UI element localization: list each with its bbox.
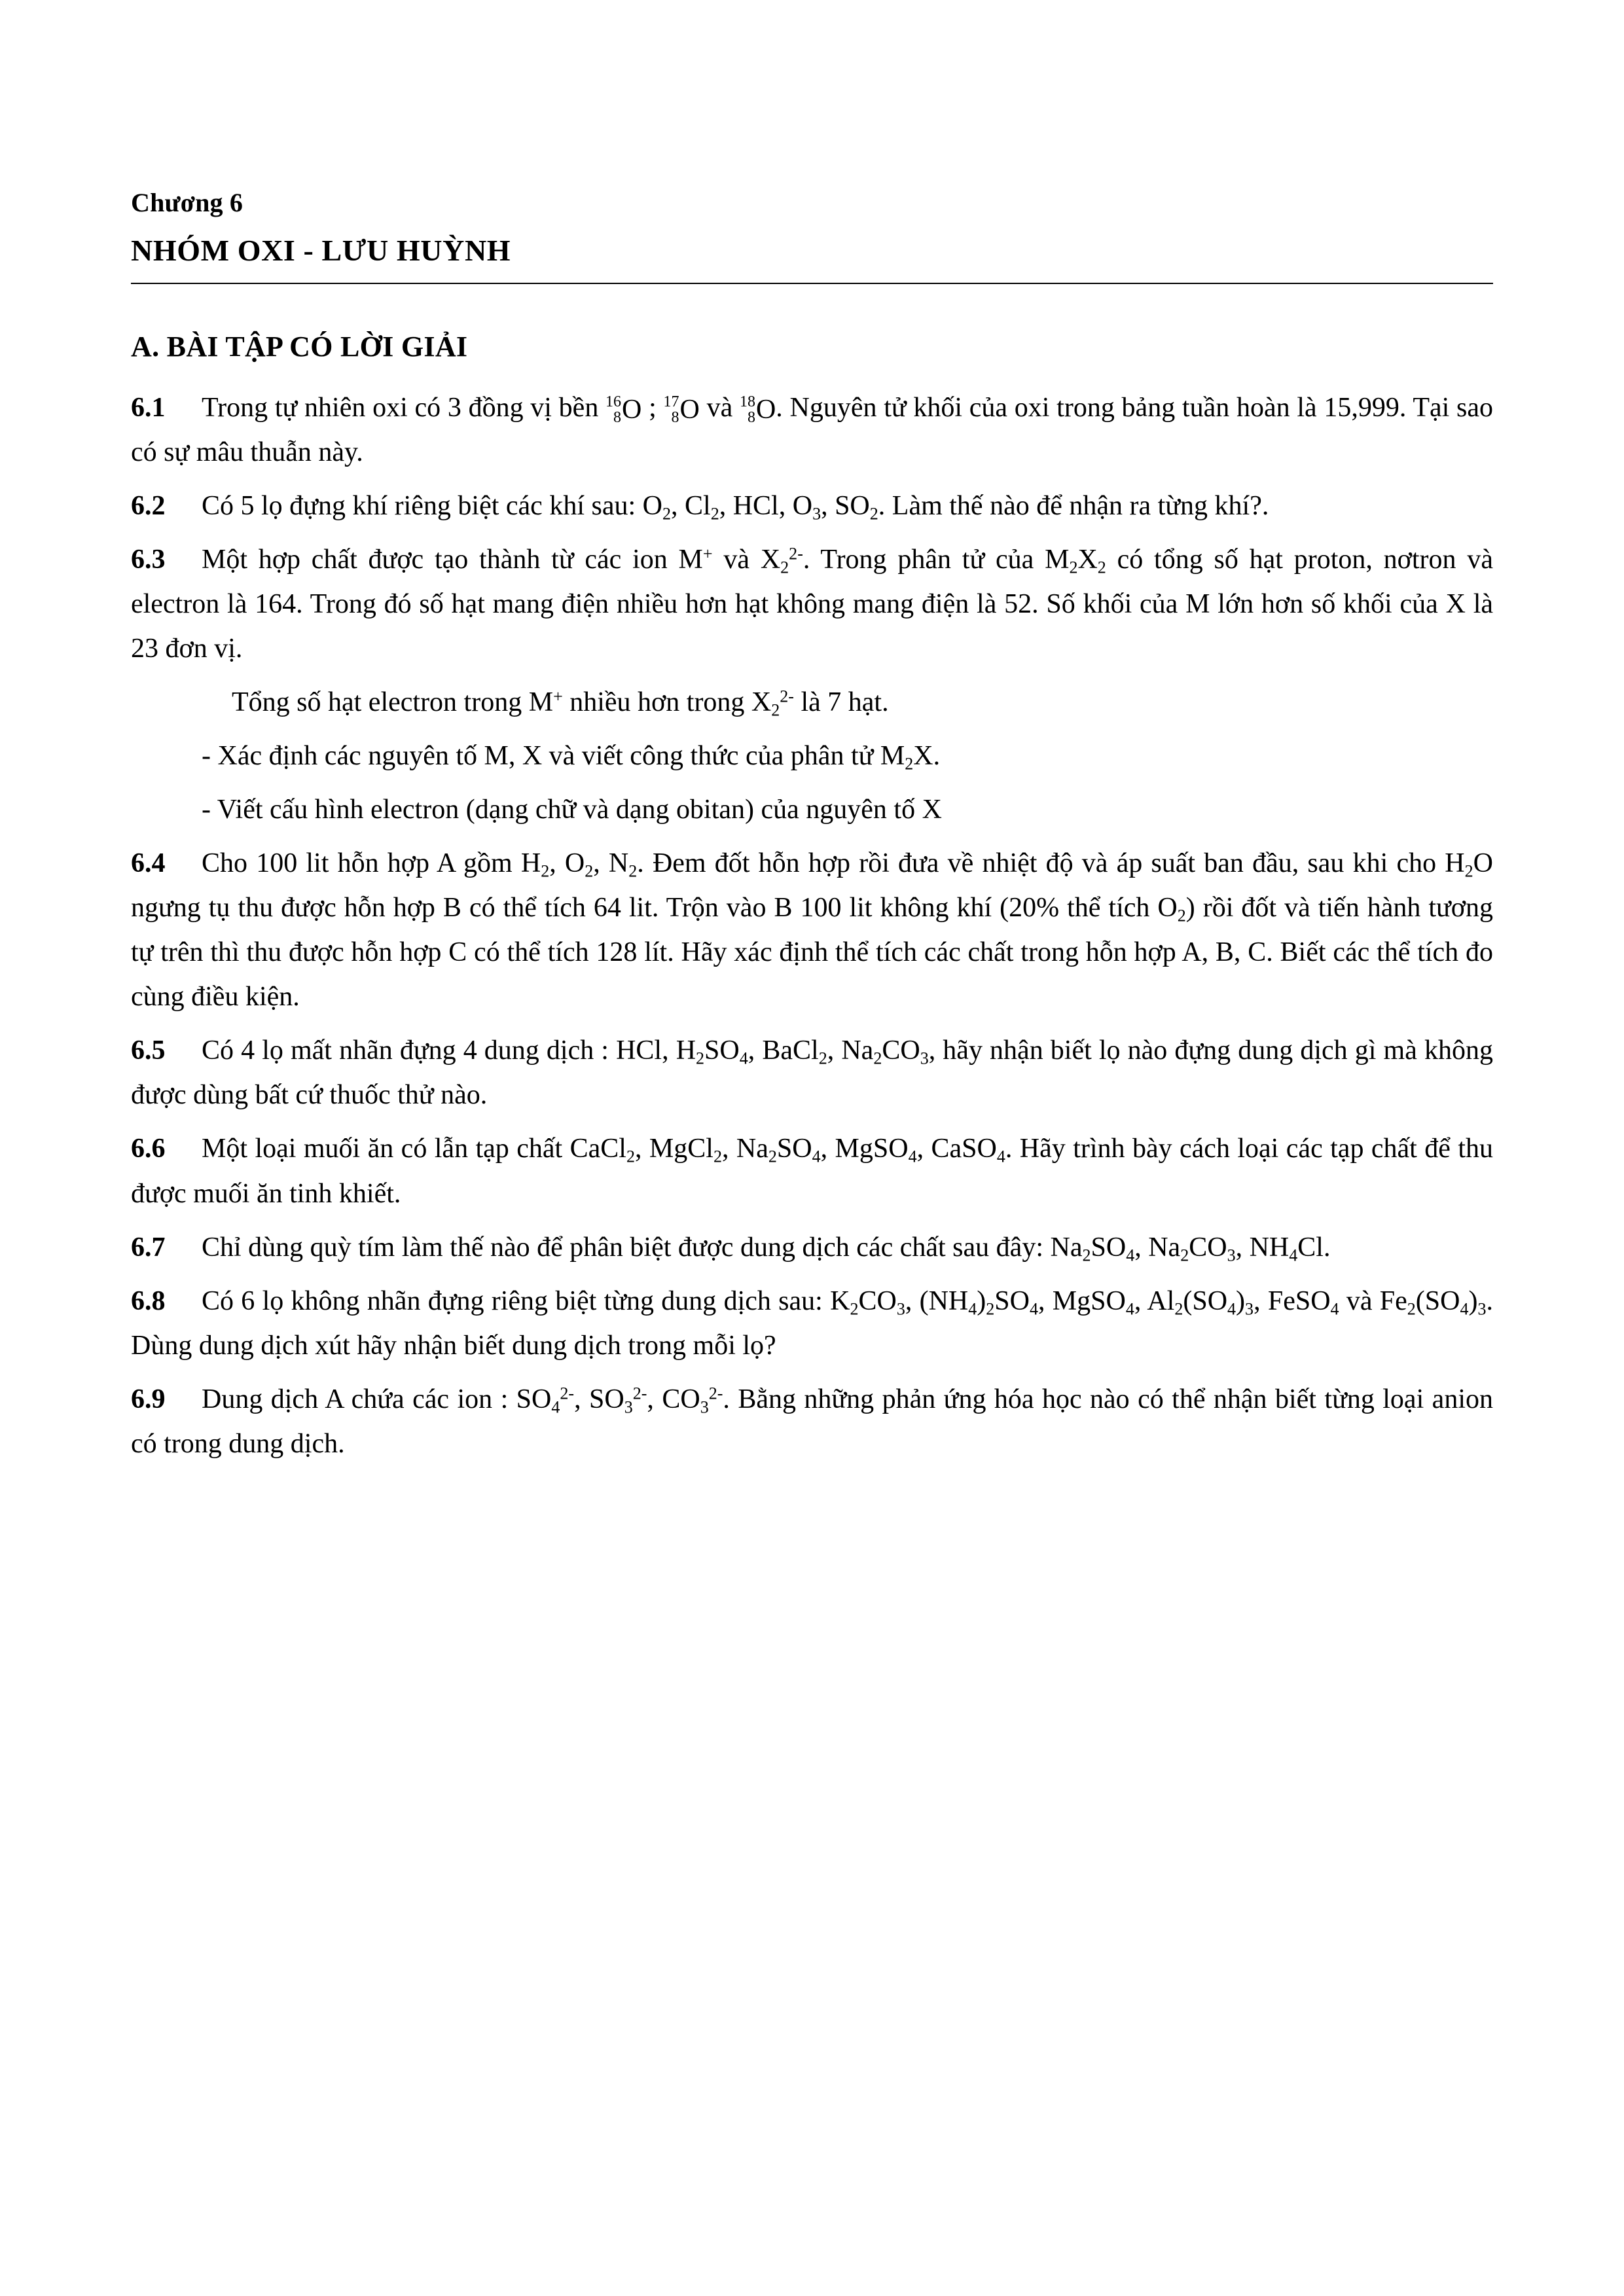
sub-6-3-a: Tổng số hạt electron trong M+ nhiều hơn trong $X_2^{2-}$ là 7 hạt. bbox=[232, 687, 889, 720]
problem-number: 6.9 bbox=[131, 1384, 166, 1414]
problem-number: 6.2 bbox=[131, 491, 166, 522]
chapter-title: NHÓM OXI - LƯU HUỲNH bbox=[131, 234, 511, 267]
problem-text: Có 6 lọ không nhãn đựng riêng biệt từng dung dịch sau: $K_2CO_3$, $(NH_4)_2SO_4$, MgSO$_4$, $Al_2(SO_4)_3$, FeSO$_4$ và $Fe_2(SO_4)_3$. Dùng dung dịch xút hãy nhận biết dung dịch trong mỗi lọ? bbox=[131, 1285, 1493, 1361]
problem-list bbox=[131, 386, 1493, 1466]
problem-text: Có 4 lọ mất nhãn đựng 4 dung dịch : HCl, $H_2SO_4$, BaCl$_2$, $Na_2CO_3$, hãy nhận biết lọ nào đựng dung dịch gì mà không được dùng bất cứ thuốc thử nào. bbox=[131, 1035, 1493, 1111]
problem-6-9 bbox=[131, 1377, 1493, 1466]
chapter-label: Chương 6 bbox=[131, 188, 244, 217]
problem-6-5 bbox=[131, 1028, 1493, 1117]
sub-6-3-c: - Viết cấu hình electron (dạng chữ và dạng obitan) của nguyên tố X bbox=[202, 795, 942, 825]
problem-number: 6.7 bbox=[131, 1232, 166, 1263]
header-divider bbox=[131, 283, 1493, 284]
problem-number: 6.6 bbox=[131, 1134, 166, 1164]
problem-text: Có 5 lọ đựng khí riêng biệt các khí sau: $O_2$, $Cl_2$, HCl, $O_3$, $SO_2$. Làm thế nào để nhận ra từng khí?. bbox=[202, 491, 1269, 524]
problem-text: Trong tự nhiên oxi có 3 đồng vị bền 16 8 O ; 17 8 O và 18 8 O. Nguyên tử khối của oxi trong bảng tuần hoàn là 15,999. Tại sao có sự mâu thuẫn này. bbox=[131, 393, 1493, 468]
sub-6-3-b: - Xác định các nguyên tố M, X và viết công thức của phân tử $M_2X$. bbox=[202, 741, 941, 774]
problem-6-2 bbox=[131, 484, 1493, 528]
problem-number: 6.8 bbox=[131, 1285, 166, 1316]
isotope-notation: 18 8 O bbox=[739, 393, 776, 427]
isotope-notation: 16 8 O bbox=[605, 393, 642, 427]
problem-number: 6.3 bbox=[131, 545, 166, 575]
problem-text: Dung dịch A chứa các ion : $SO_4^{2-}$, $SO_3^{2-}$, $CO_3^{2-}$. Bằng những phản ứng hóa học nào có thể nhận biết từng loại anion có trong dung dịch. bbox=[131, 1384, 1493, 1459]
problem-6-7 bbox=[131, 1225, 1493, 1270]
problem-text: Một loại muối ăn có lẫn tạp chất CaCl$_2$, MgCl$_2$, $Na_2SO_4$, MgSO$_4$, CaSO$_4$. Hãy trình bày cách loại các tạp chất để thu được muối ăn tinh khiết. bbox=[131, 1134, 1493, 1209]
problem-6-6 bbox=[131, 1126, 1493, 1215]
problem-text: Cho 100 lit hỗn hợp A gồm $H_2$, $O_2$, $N_2$. Đem đốt hỗn hợp rồi đưa về nhiệt độ và áp suất ban đầu, sau khi cho $H_2O$ ngưng tụ thu được hỗn hợp B có thể tích 64 lit. Trộn vào B 100 lit không khí (20% thể tích $O_2$) rồi đốt và tiến hành tương tự trên thì thu được hỗn hợp C có thể tích 128 lít. Hãy xác định thể tích các chất trong hỗn hợp A, B, C. Biết các thể tích đo cùng điều kiện. bbox=[131, 848, 1493, 1013]
problem-6-4 bbox=[131, 841, 1493, 1019]
problem-text: Một hợp chất được tạo thành từ các ion M+ và $X_2^{2-}$. Trong phân tử của $M_2X_2$ có tổng số hạt proton, nơtron và electron là 164. Trong đó số hạt mang điện nhiều hơn hạt không mang điện là 52. Số khối của M lớn hơn số khối của X là 23 đơn vị. bbox=[131, 544, 1493, 664]
problem-text: Chỉ dùng quỳ tím làm thế nào để phân biệt được dung dịch các chất sau đây: $Na_2SO_4$, $Na_2CO_3$, $NH_4Cl$. bbox=[202, 1232, 1331, 1265]
section-title: A. BÀI TẬP CÓ LỜI GIẢI bbox=[131, 331, 468, 363]
problem-6-8 bbox=[131, 1279, 1493, 1368]
problem-number: 6.4 bbox=[131, 848, 166, 879]
problem-6-3 bbox=[131, 537, 1493, 671]
isotope-notation: 17 8 O bbox=[663, 393, 700, 427]
problem-6-1 bbox=[131, 386, 1493, 475]
problem-number: 6.5 bbox=[131, 1035, 166, 1066]
problem-number: 6.1 bbox=[131, 393, 166, 423]
